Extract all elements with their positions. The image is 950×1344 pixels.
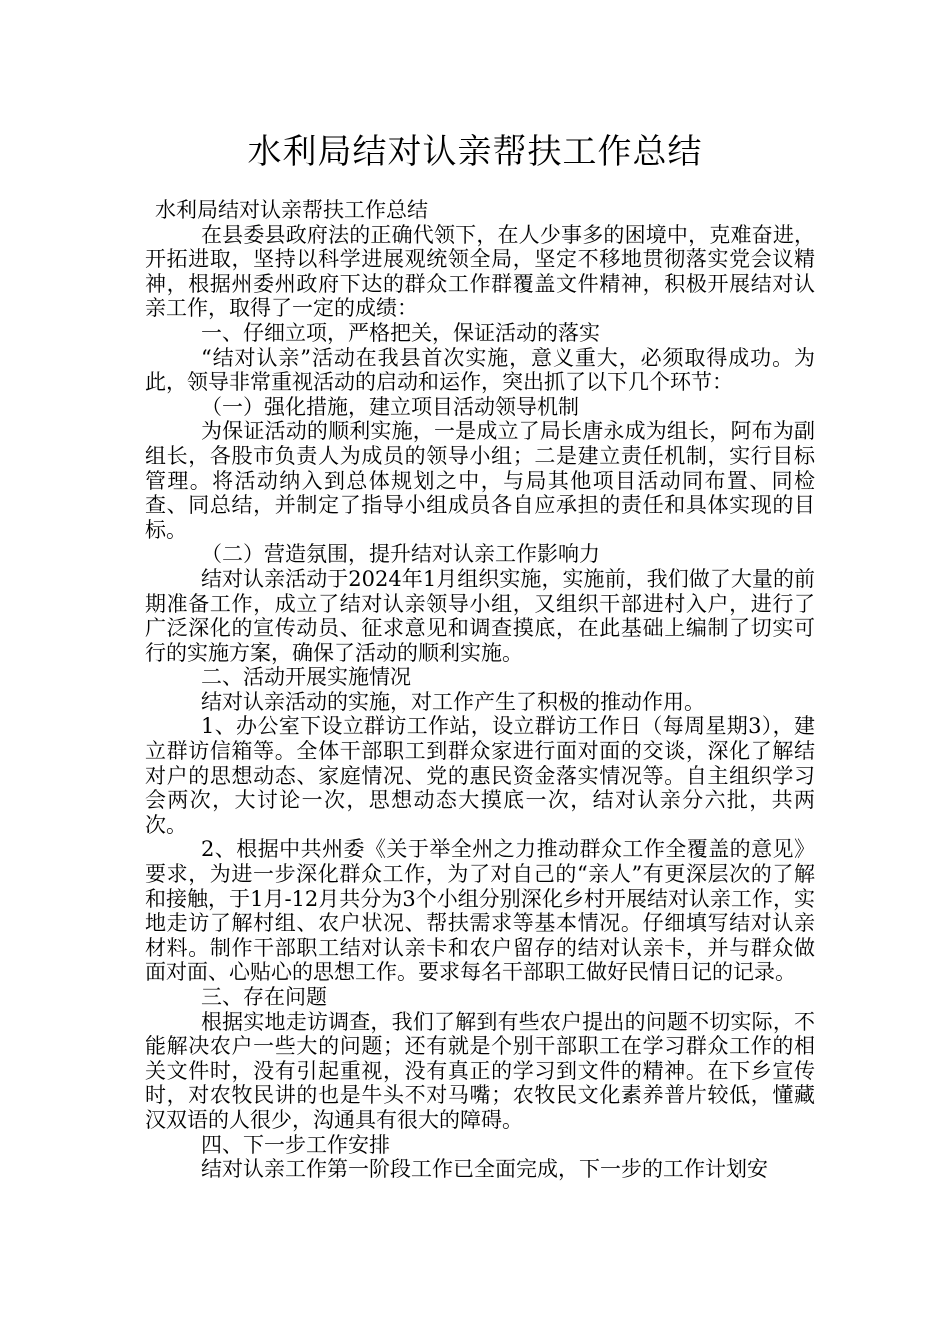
paragraph: 结对认亲工作第一阶段工作已全面完成，下一步的工作计划安 — [201, 1157, 768, 1182]
paragraph: 为保证活动的顺利实施，一是成立了局长唐永成为组长，阿布为副组长，各股市负责人为成员的领导小组；二是建立责任机制，实行目标管理。将活动纳入到总体规划之中，与局其他项目活动同布置、同检查、同总结，并制定了指导小组成员各自应承担的责任和具体实现的目标。 — [145, 419, 815, 542]
section-heading: 二、活动开展实施情况 — [201, 665, 411, 690]
paragraph: 结对认亲活动于2024年1月组织实施，实施前，我们做了大量的前期准备工作，成立了结对认亲领导小组，又组织干部进村入户，进行了广泛深化的宣传动员、征求意见和调查摸底，在此基础上编制了切实可行的实施方案，确保了活动的顺利实施。 — [145, 566, 815, 665]
paragraph: 1、办公室下设立群访工作站，设立群访工作日（每周星期3），建立群访信箱等。全体干部职工到群众家进行面对面的交谈，深化了解结对户的思想动态、家庭情况、党的惠民资金落实情况等。自主组织学习会两次，大讨论一次，思想动态大摸底一次，结对认亲分六批，共两次。 — [145, 714, 815, 837]
section-heading: 四、下一步工作安排 — [201, 1132, 390, 1157]
paragraph: 2、根据中共州委《关于举全州之力推动群众工作全覆盖的意见》要求，为进一步深化群众工作，为了对自己的“亲人”有更深层次的了解和接触，于1月-12月共分为3个小组分别深化乡村开展结对认亲工作，实地走访了解村组、农户状况、帮扶需求等基本情况。仔细填写结对认亲材料。制作干部职工结对认亲卡和农户留存的结对认亲卡，并与群众做面对面、心贴心的思想工作。要求每名干部职工做好民情日记的记录。 — [145, 837, 815, 985]
subsection-heading: （一）强化措施，建立项目活动领导机制 — [201, 394, 579, 419]
document-title: 水利局结对认亲帮扶工作总结 — [247, 132, 703, 172]
document-body — [145, 198, 815, 1182]
subsection-heading: （二）营造氛围，提升结对认亲工作影响力 — [201, 542, 600, 567]
paragraph: “结对认亲”活动在我县首次实施，意义重大，必须取得成功。为此，领导非常重视活动的启动和运作，突出抓了以下几个环节： — [145, 345, 815, 395]
section-heading: 三、存在问题 — [201, 985, 327, 1009]
paragraph-subtitle: 水利局结对认亲帮扶工作总结 — [155, 198, 428, 222]
paragraph: 结对认亲活动的实施，对工作产生了积极的推动作用。 — [201, 689, 705, 714]
section-heading: 一、仔细立项，严格把关，保证活动的落实 — [201, 320, 600, 345]
paragraph: 在县委县政府法的正确代领下，在人少事多的困境中，克难奋进，开拓进取，坚持以科学进展观统领全局，坚定不移地贯彻落实党会议精神，根据州委州政府下达的群众工作群覆盖文件精神，积极开展结对认亲工作，取得了一定的成绩： — [145, 222, 815, 321]
paragraph: 根据实地走访调查，我们了解到有些农户提出的问题不切实际，不能解决农户一些大的问题；还有就是个别干部职工在学习群众工作的相关文件时，没有引起重视，没有真正的学习到文件的精神。在下乡宣传时，对农牧民讲的也是牛头不对马嘴；农牧民文化素养普片较低，懂藏汉双语的人很少，沟通具有很大的障碍。 — [145, 1009, 815, 1132]
